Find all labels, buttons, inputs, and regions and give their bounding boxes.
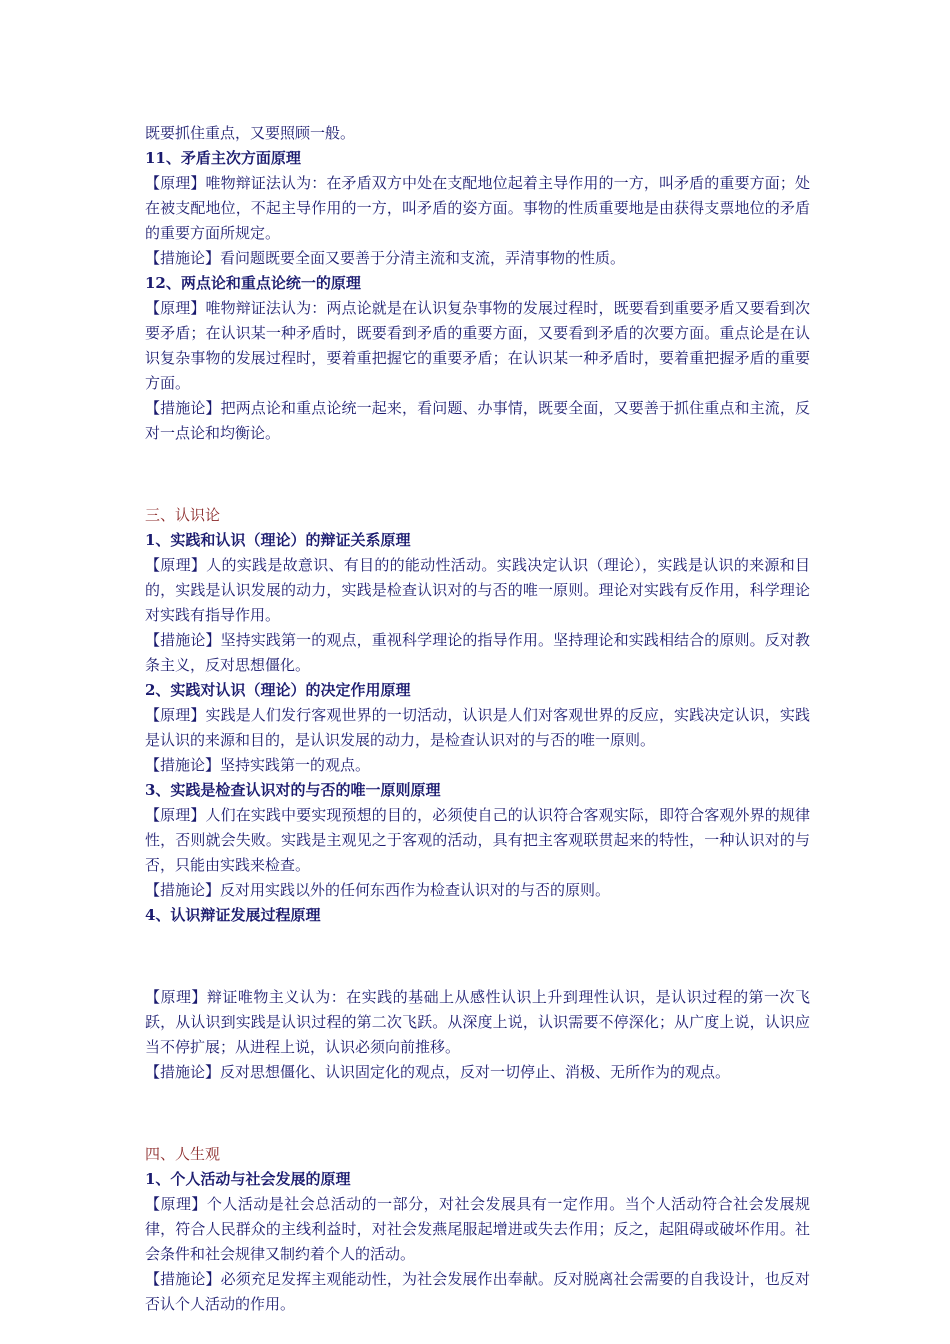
paragraph: 【措施论】看问题既要全面又要善于分清主流和支流，弄清事物的性质。 bbox=[145, 249, 626, 267]
subsection-heading: 3、实践是检查认识对的与否的唯一原则原理 bbox=[145, 781, 441, 799]
paragraph: 【原理】个人活动是社会总活动的一部分，对社会发展具有一定作用。当个人活动符合社会发展规律，符合人民群众的主线利益时，对社会发燕尾服起增进或失去作用；反之，起阻碍或破坏作用。社会条件和社会规律又制约着个人的活动。 bbox=[145, 1195, 810, 1263]
paragraph: 【措施论】反对思想僵化、认识固定化的观点，反对一切停止、消极、无所作为的观点。 bbox=[145, 1063, 731, 1081]
paragraph: 【原理】唯物辩证法认为：在矛盾双方中处在支配地位起着主导作用的一方，叫矛盾的重要方面；处在被支配地位，不起主导作用的一方，叫矛盾的姿方面。事物的性质重要地是由获得支票地位的矛盾的重要方面所规定。 bbox=[145, 174, 810, 242]
subsection-heading: 12、两点论和重点论统一的原理 bbox=[145, 274, 361, 292]
paragraph: 既要抓住重点，又要照顾一般。 bbox=[145, 124, 356, 142]
paragraph: 【原理】辩证唯物主义认为：在实践的基础上从感性认识上升到理性认识，是认识过程的第一次飞跃，从认识到实践是认识过程的第二次飞跃。从深度上说，认识需要不停深化；从广度上说，认识应当不停扩展；从进程上说，认识必须向前推移。 bbox=[145, 988, 810, 1056]
section-heading: 四、人生观 bbox=[145, 1145, 221, 1163]
paragraph: 【措施论】坚持实践第一的观点，重视科学理论的指导作用。坚持理论和实践相结合的原则。反对教条主义，反对思想僵化。 bbox=[145, 631, 810, 674]
paragraph: 【措施论】把两点论和重点论统一起来，看问题、办事情，既要全面，又要善于抓住重点和主流，反对一点论和均衡论。 bbox=[145, 399, 810, 442]
paragraph: 【原理】人们在实践中要实现预想的目的，必须使自己的认识符合客观实际，即符合客观外界的规律性，否则就会失败。实践是主观见之于客观的活动，具有把主客观联贯起来的特性，一种认识对的与否，只能由实践来检查。 bbox=[145, 806, 810, 874]
subsection-heading: 4、认识辩证发展过程原理 bbox=[145, 906, 321, 924]
blank-line bbox=[145, 944, 810, 969]
paragraph: 【原理】实践是人们发行客观世界的一切活动，认识是人们对客观世界的反应，实践决定认识，实践是认识的来源和目的，是认识发展的动力，是检查认识对的与否的唯一原则。 bbox=[145, 706, 810, 749]
document-page bbox=[145, 121, 810, 1317]
subsection-heading: 2、实践对认识（理论）的决定作用原理 bbox=[145, 681, 411, 699]
paragraph: 【措施论】反对用实践以外的任何东西作为检查认识对的与否的原则。 bbox=[145, 881, 611, 899]
section-heading: 三、认识论 bbox=[145, 506, 221, 524]
paragraph: 【措施论】必须充足发挥主观能动性，为社会发展作出奉献。反对脱离社会需要的自我设计，也反对否认个人活动的作用。 bbox=[145, 1270, 810, 1313]
subsection-heading: 11、矛盾主次方面原理 bbox=[145, 149, 301, 167]
paragraph: 【原理】人的实践是故意识、有目的的能动性活动。实践决定认识（理论），实践是认识的来源和目的，实践是认识发展的动力，实践是检查认识对的与否的唯一原则。理论对实践有反作用，科学理论对实践有指导作用。 bbox=[145, 556, 810, 624]
paragraph: 【措施论】坚持实践第一的观点。 bbox=[145, 756, 371, 774]
blank-line bbox=[145, 462, 810, 487]
paragraph: 【原理】唯物辩证法认为：两点论就是在认识复杂事物的发展过程时，既要看到重要矛盾又要看到次要矛盾；在认识某一种矛盾时，既要看到矛盾的重要方面，又要看到矛盾的次要方面。重点论是在认识复杂事物的发展过程时，要着重把握它的重要矛盾；在认识某一种矛盾时，要着重把握矛盾的重要方面。 bbox=[145, 299, 810, 392]
subsection-heading: 1、个人活动与社会发展的原理 bbox=[145, 1170, 351, 1188]
subsection-heading: 1、实践和认识（理论）的辩证关系原理 bbox=[145, 531, 411, 549]
blank-line bbox=[145, 1101, 810, 1126]
